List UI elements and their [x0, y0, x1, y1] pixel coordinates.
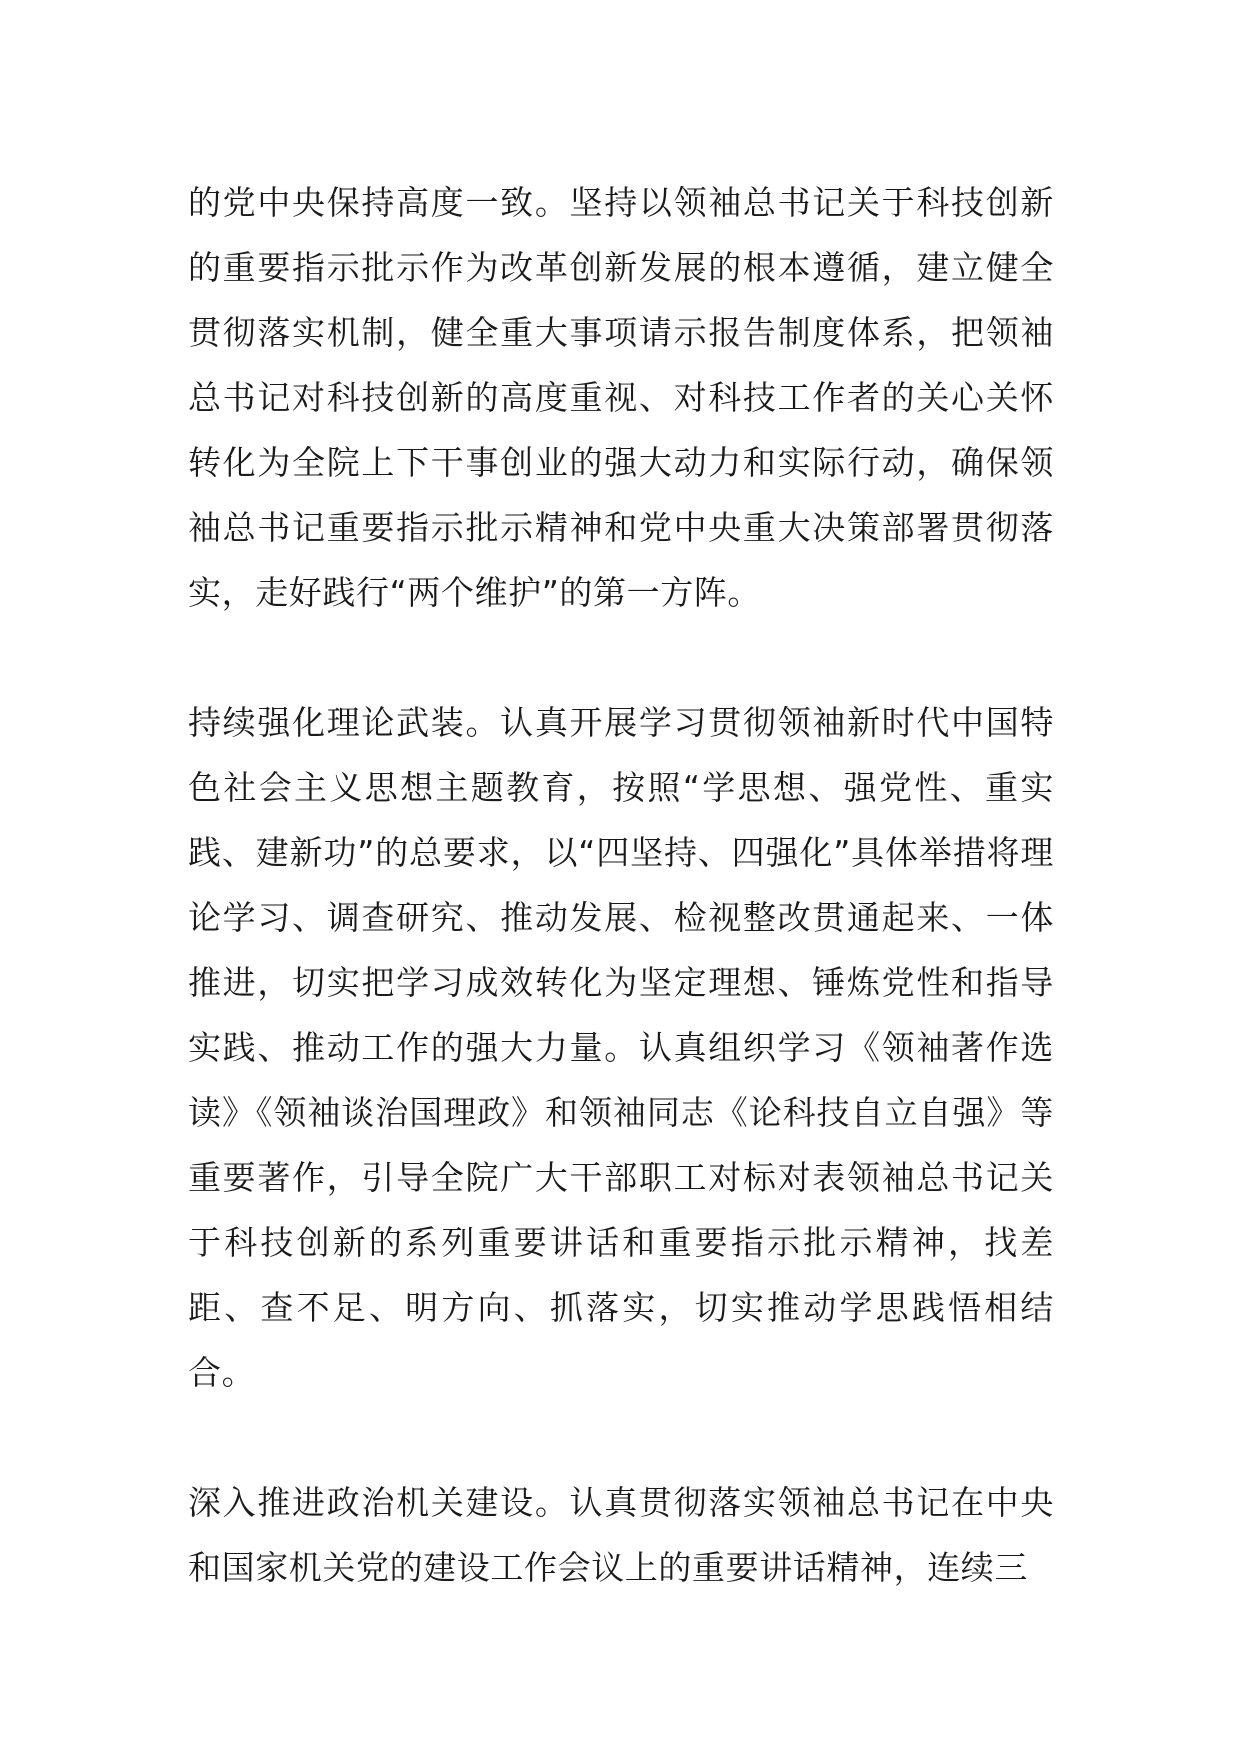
paragraph-theory-study: 持续强化理论武装。认真开展学习贯彻领袖新时代中国特色社会主义思想主题教育，按照“学思想、强党性、重实践、建新功”的总要求，以“四坚持、四强化”具体举措将理论学习、调查研究、推动发展、检视整改贯通起来、一体推进，切实把学习成效转化为坚定理想、锤炼党性和指导实践、推动工作的强大力量。认真组织学习《领袖著作选读》《领袖谈治国理政》和领袖同志《论科技自立自强》等重要著作，引导全院广大干部职工对标对表领袖总书记关于科技创新的系列重要讲话和重要指示批示精神，找差距、查不足、明方向、抓落实，切实推动学思践悟相结合。 — [188, 703, 1054, 1392]
paragraph-political-organ: 深入推进政治机关建设。认真贯彻落实领袖总书记在中央和国家机关党的建设工作会议上的重要讲话精神，连续三 — [188, 1483, 1054, 1587]
body-text — [188, 170, 1054, 1600]
paragraph-party-alignment: 的党中央保持高度一致。坚持以领袖总书记关于科技创新的重要指示批示作为改革创新发展的根本遵循，建立健全贯彻落实机制，健全重大事项请示报告制度体系，把领袖总书记对科技创新的高度重视、对科技工作者的关心关怀转化为全院上下干事创业的强大动力和实际行动，确保领袖总书记重要指示批示精神和党中央重大决策部署贯彻落实，走好践行“两个维护”的第一方阵。 — [188, 183, 1054, 612]
